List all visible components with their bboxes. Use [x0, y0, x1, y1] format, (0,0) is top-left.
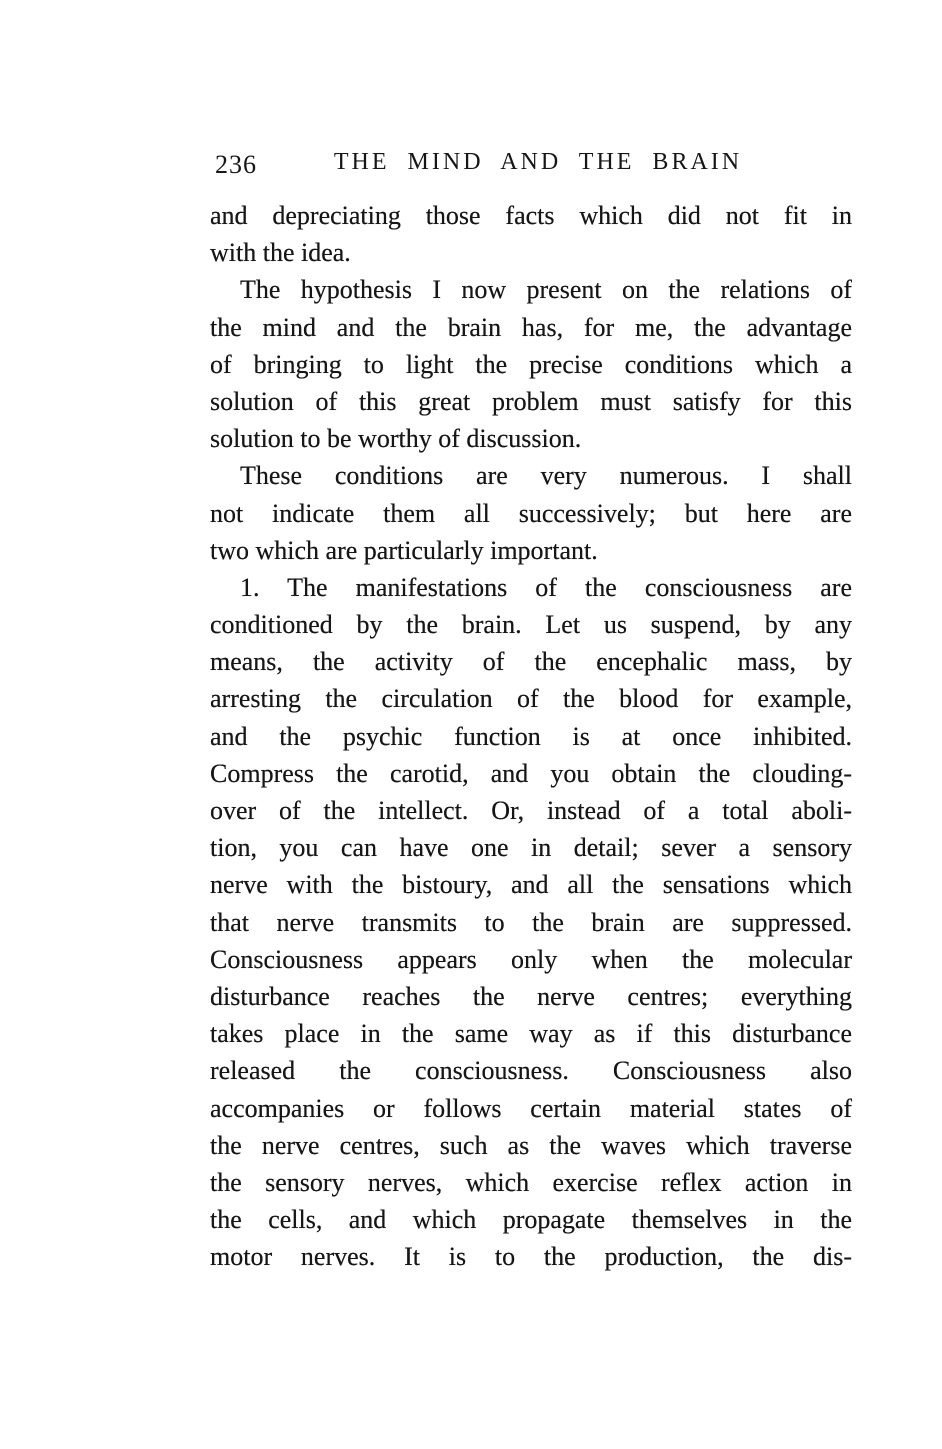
text-line: solution to be worthy of discussion.: [210, 424, 582, 454]
running-title: THE MIND AND THE BRAIN: [333, 149, 743, 175]
text-line: accompanies or follows certain material states of: [210, 1093, 852, 1123]
text-line: Consciousness appears only when the molecular: [210, 944, 852, 974]
page-body: [210, 197, 852, 1275]
text-line: Compress the carotid, and you obtain the clouding-: [210, 758, 852, 788]
text-line: the sensory nerves, which exercise reflex action in: [210, 1167, 852, 1197]
text-line: the nerve centres, such as the waves which traverse: [210, 1130, 852, 1160]
text-line: of bringing to light the precise conditions which a: [210, 349, 852, 379]
text-line: not indicate them all successively; but here are: [210, 498, 852, 528]
running-head: [210, 147, 852, 185]
text-line: released the consciousness. Consciousness also: [210, 1056, 852, 1086]
text-line: and the psychic function is at once inhibited.: [210, 721, 852, 751]
text-line: arresting the circulation of the blood for example,: [210, 684, 852, 714]
text-line: disturbance reaches the nerve centres; everything: [210, 981, 852, 1011]
text-line: two which are particularly important.: [210, 535, 598, 565]
text-line: and depreciating those facts which did not fit in: [210, 201, 852, 230]
text-line: solution of this great problem must satisfy for this: [210, 386, 852, 416]
text-line: conditioned by the brain. Let us suspend, by any: [210, 610, 852, 640]
text-line: with the idea.: [210, 238, 351, 268]
text-line: the mind and the brain has, for me, the advantage: [210, 312, 852, 342]
page-number: 236: [215, 150, 257, 179]
text-line: takes place in the same way as if this disturbance: [210, 1019, 852, 1049]
text-line: nerve with the bistoury, and all the sensations which: [210, 870, 852, 900]
text-line: These conditions are very numerous. I shall: [240, 461, 852, 491]
text-line: over of the intellect. Or, instead of a total aboli-: [210, 796, 852, 825]
text-line: the cells, and which propagate themselves in the: [210, 1205, 852, 1235]
text-line: tion, you can have one in detail; sever a sensory: [210, 833, 852, 863]
text-line: 1. The manifestations of the consciousness are: [240, 572, 852, 602]
text-line: motor nerves. It is to the production, the dis-: [210, 1242, 852, 1272]
text-line: that nerve transmits to the brain are suppressed.: [210, 907, 852, 937]
text-line: The hypothesis I now present on the relations of: [240, 275, 852, 305]
text-line: means, the activity of the encephalic mass, by: [210, 647, 852, 677]
